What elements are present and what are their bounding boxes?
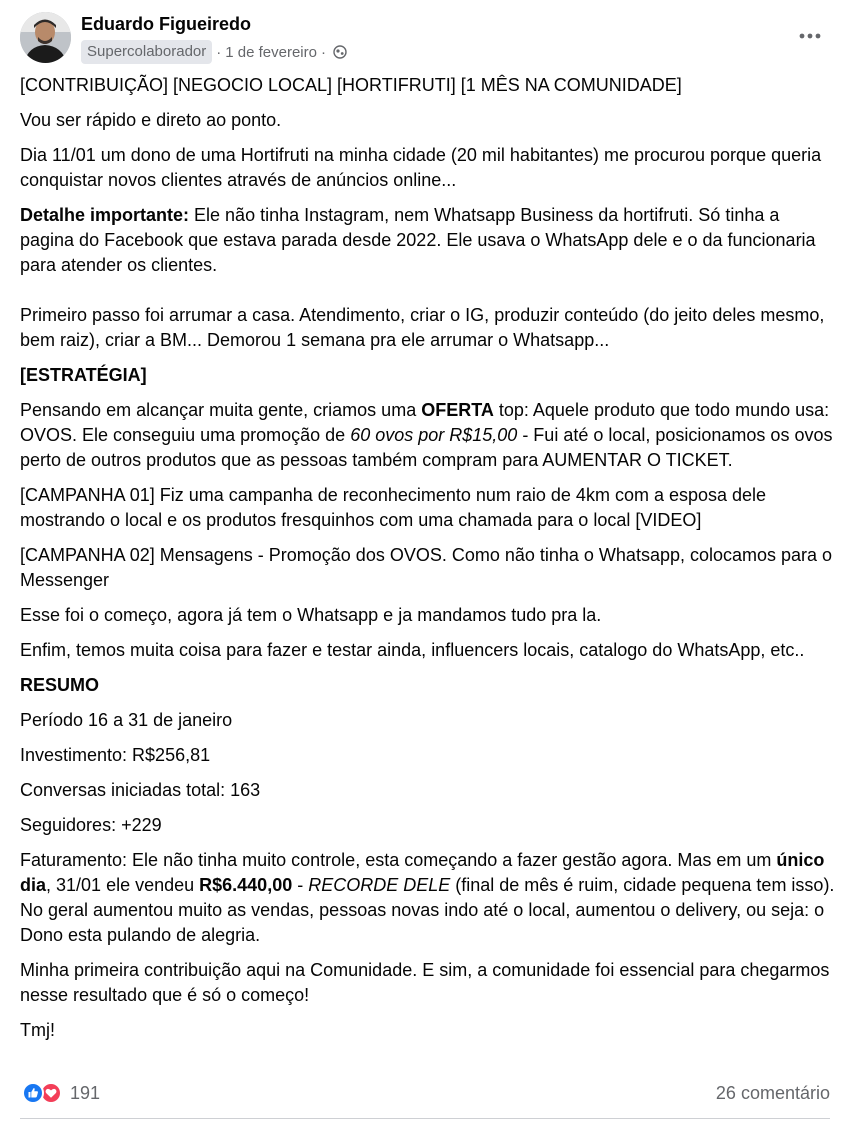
revenue-text-g: (final de mês é ruim, cidade pequena tem isso). No geral aumentou muito as vendas, pessoas novas indo até o local, aumentou o delivery, ou seja: o Dono esta pulando de alegria. xyxy=(20,875,835,945)
summary-investment: Investimento: R$256,81 xyxy=(20,745,211,765)
post-intro: Vou ser rápido e direto ao ponto. xyxy=(20,110,282,130)
detail-label: Detalhe importante: xyxy=(20,205,190,225)
strategy-heading xyxy=(20,363,835,388)
globe-icon xyxy=(333,45,347,59)
post-more-to-do: Enfim, temos muita coisa para fazer e testar ainda, influencers locais, catalogo do WhatsApp, etc.. xyxy=(20,640,805,660)
strategy-paragraph xyxy=(20,398,835,473)
strategy-text-e: - Fui até o local, posicionamos os ovos perto de outros produtos que as pessoas também compram para AUMENTAR O TICKET. xyxy=(20,425,833,470)
author-avatar[interactable] xyxy=(20,12,71,63)
summary-heading xyxy=(20,673,835,698)
reactions-summary[interactable] xyxy=(22,1082,100,1104)
strategy-text-a: Pensando em alcançar muita gente, criamos uma xyxy=(20,400,422,420)
post-header xyxy=(20,12,830,68)
strategy-promo: 60 ovos por R$15,00 xyxy=(350,425,518,445)
post-date[interactable]: 1 de fevereiro xyxy=(225,43,317,61)
footer-divider xyxy=(20,1118,830,1119)
post-title-line: [CONTRIBUIÇÃO] [NEGOCIO LOCAL] [HORTIFRUTI] [1 MÊS NA COMUNIDADE] xyxy=(20,75,682,95)
post-meta xyxy=(81,40,347,64)
post-first-step: Primeiro passo foi arrumar a casa. Atendimento, criar o IG, produzir conteúdo (do jeito deles mesmo, bem raiz), criar a BM... Demorou 1 semana pra ele arrumar o Whatsapp... xyxy=(20,305,825,350)
more-options-icon xyxy=(799,33,821,39)
post-detail xyxy=(20,203,835,278)
detail-text: Ele não tinha Instagram, nem Whatsapp Business da hortifruti. Só tinha a pagina do Facebook que estava parada desde 2022. Ele usava o WhatsApp dele e o da funcionaria para atender os clientes. xyxy=(20,205,816,275)
revenue-single-day: único dia xyxy=(20,850,825,895)
campaign-1: [CAMPANHA 01] Fiz uma campanha de reconhecimento num raio de 4km com a esposa dele mostrando o local e os produtos fresquinhos com uma chamada para o local [VIDEO] xyxy=(20,485,767,530)
revenue-record: RECORDE DELE xyxy=(308,875,451,895)
post-body xyxy=(20,73,835,1043)
summary-revenue xyxy=(20,848,835,948)
post-footer xyxy=(20,1080,830,1108)
summary-followers: Seguidores: +229 xyxy=(20,815,162,835)
strategy-offer: OFERTA xyxy=(421,400,494,420)
like-reaction-icon xyxy=(22,1082,44,1104)
post-beginning: Esse foi o começo, agora já tem o Whatsapp e ja mandamos tudo pra la. xyxy=(20,605,602,625)
post-closing: Minha primeira contribuição aqui na Comunidade. E sim, a comunidade foi essencial para chegarmos nesse resultado que é só o começo! xyxy=(20,960,830,1005)
post-context: Dia 11/01 um dono de uma Hortifruti na minha cidade (20 mil habitantes) me procurou porque queria conquistar novos clientes através de anúncios online... xyxy=(20,145,822,190)
more-options-button[interactable] xyxy=(796,24,824,48)
meta-separator-2: · xyxy=(320,43,326,61)
avatar-photo-icon xyxy=(20,12,71,63)
summary-conversations: Conversas iniciadas total: 163 xyxy=(20,780,261,800)
post-signoff: Tmj! xyxy=(20,1020,55,1040)
summary-heading-text: RESUMO xyxy=(20,675,100,695)
revenue-amount: R$6.440,00 xyxy=(199,875,293,895)
reactions-count: 191 xyxy=(70,1082,101,1103)
author-name[interactable]: Eduardo Figueiredo xyxy=(81,14,252,34)
comments-count-link[interactable]: 26 comentário xyxy=(715,1083,830,1103)
revenue-text-e: - xyxy=(292,875,309,895)
campaign-2: [CAMPANHA 02] Mensagens - Promoção dos OVOS. Como não tinha o Whatsapp, colocamos para o Messenger xyxy=(20,545,833,590)
strategy-heading-text: [ESTRATÉGIA] xyxy=(20,365,147,385)
summary-period: Período 16 a 31 de janeiro xyxy=(20,710,233,730)
meta-separator: · xyxy=(216,43,222,61)
revenue-text-c: , 31/01 ele vendeu xyxy=(46,875,200,895)
strategy-text-c: top: Aquele produto que todo mundo usa: OVOS. Ele conseguiu uma promoção de xyxy=(20,400,830,445)
revenue-text-a: Faturamento: Ele não tinha muito controle, esta começando a fazer gestão agora. Mas em um xyxy=(20,850,777,870)
contributor-badge[interactable]: Supercolaborador xyxy=(81,40,212,64)
